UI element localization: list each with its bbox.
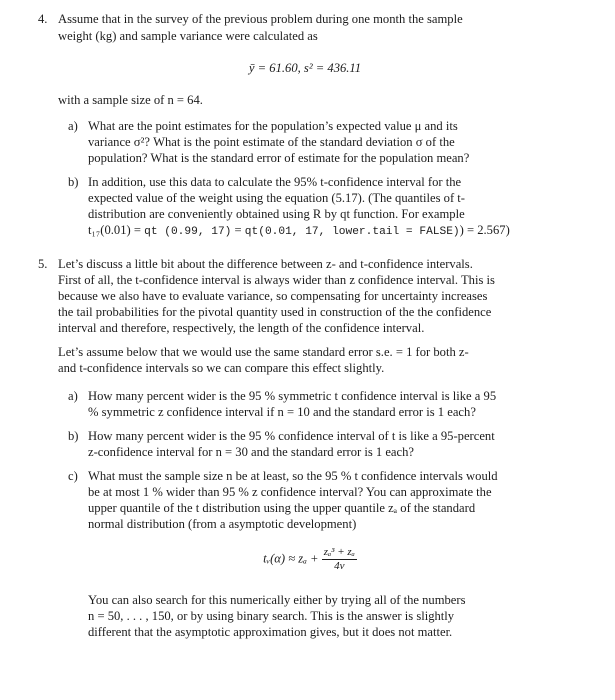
problem-5-c-line-6: n = 50, . . . , 150, or by using binary search. This is the answer is slightly [88, 609, 455, 623]
problem-4-b-line-2: expected value of the weight using the equation (5.17). (The quantiles of t- [88, 191, 465, 205]
sample-statistics-equation: ȳ = 61.60, s² = 436.11 [248, 61, 362, 75]
sample-size-line: with a sample size of n = 64. [58, 93, 203, 107]
problem-5-c-line-1: What must the sample size n be at least, so the 95 % t confidence intervals would [88, 469, 498, 483]
problem-5-a-label: a) [68, 389, 78, 403]
asymptotic-approximation-equation [200, 546, 420, 573]
problem-5-c-label: c) [68, 469, 78, 483]
problem-5-a-line-2: % symmetric z confidence interval if n = 10 and the standard error is 1 each? [88, 405, 476, 419]
problem-5-number: 5. [38, 257, 48, 271]
problem-5-para-1-line-4: the tail probabilities for the pivotal quantity used in construction of the the confidence [58, 305, 492, 319]
problem-4-number: 4. [38, 12, 48, 26]
qt-call-1: qt (0.99, 17) [144, 226, 232, 238]
fraction-numerator: zₐ³ + zₐ [323, 546, 355, 558]
problem-4-a-line-2: variance σ²? What is the point estimate of the standard deviation σ of the [88, 135, 455, 149]
problem-4-intro-line-1: Assume that in the survey of the previous problem during one month the sample [58, 12, 463, 26]
problem-4-b-line-4 [88, 222, 558, 240]
problem-5-c-line-3: upper quantile of the t distribution using the upper quantile zₐ of the standard [88, 501, 476, 515]
problem-5-para-2-line-1: Let’s assume below that we would use the same standard error s.e. = 1 for both z- [58, 345, 469, 359]
problem-4-a-label: a) [68, 119, 78, 133]
problem-5-c-line-5: You can also search for this numerically either by trying all of the numbers [88, 593, 466, 607]
problem-4-b-line-1: In addition, use this data to calculate the 95% t-confidence interval for the [88, 175, 462, 189]
equation-fraction [322, 546, 357, 573]
problem-5-para-1-line-2: First of all, the t-confidence interval is always wider than z confidence interval. This is [58, 273, 495, 287]
problem-5-c-line-2: be at most 1 % wider than 95 % z confidence interval? You can approximate the [88, 485, 492, 499]
equals-sign: = [231, 223, 245, 237]
qt-call-2: qt(0.01, 17, lower.tail = FALSE) [244, 226, 460, 238]
problem-4-b-label: b) [68, 175, 79, 189]
quantile-result: ) = 2.567) [459, 223, 510, 237]
problem-5-para-1-line-1: Let’s discuss a little bit about the difference between z- and t-confidence intervals. [58, 257, 473, 271]
problem-5-para-1-line-5: interval and therefore, respectively, the length of the confidence interval. [58, 321, 425, 335]
quantile-expression: t₁₇(0.01) = [88, 223, 145, 237]
problem-5-c-line-4: normal distribution (from a asymptotic development) [88, 517, 357, 531]
fraction-denominator: 4ν [334, 560, 345, 572]
problem-5-a-line-1: How many percent wider is the 95 % symmetric t confidence interval is like a 95 [88, 389, 497, 403]
problem-5-para-1-line-3: because we also have to evaluate variance, so compensating for uncertainty increases [58, 289, 488, 303]
problem-5-b-label: b) [68, 429, 79, 443]
problem-4-a-line-1: What are the point estimates for the population’s expected value μ and its [88, 119, 458, 133]
problem-4-b-line-3: distribution are conveniently obtained using R by qt function. For example [88, 207, 465, 221]
problem-5-para-2-line-2: and t-confidence intervals so we can compare this effect slightly. [58, 361, 385, 375]
problem-5-b-line-1: How many percent wider is the 95 % confidence interval of t is like a 95-percent [88, 429, 495, 443]
problem-5-b-line-2: z-confidence interval for n = 30 and the standard error is 1 each? [88, 445, 414, 459]
equation-lhs: tᵥ(α) ≈ zₐ + [263, 551, 322, 566]
problem-4-a-line-3: population? What is the standard error of estimate for the population mean? [88, 151, 470, 165]
problem-5-c-line-7: different that the asymptotic approximation gives, but it does not matter. [88, 625, 453, 639]
problem-4-intro-line-2: weight (kg) and sample variance were calculated as [58, 29, 318, 43]
